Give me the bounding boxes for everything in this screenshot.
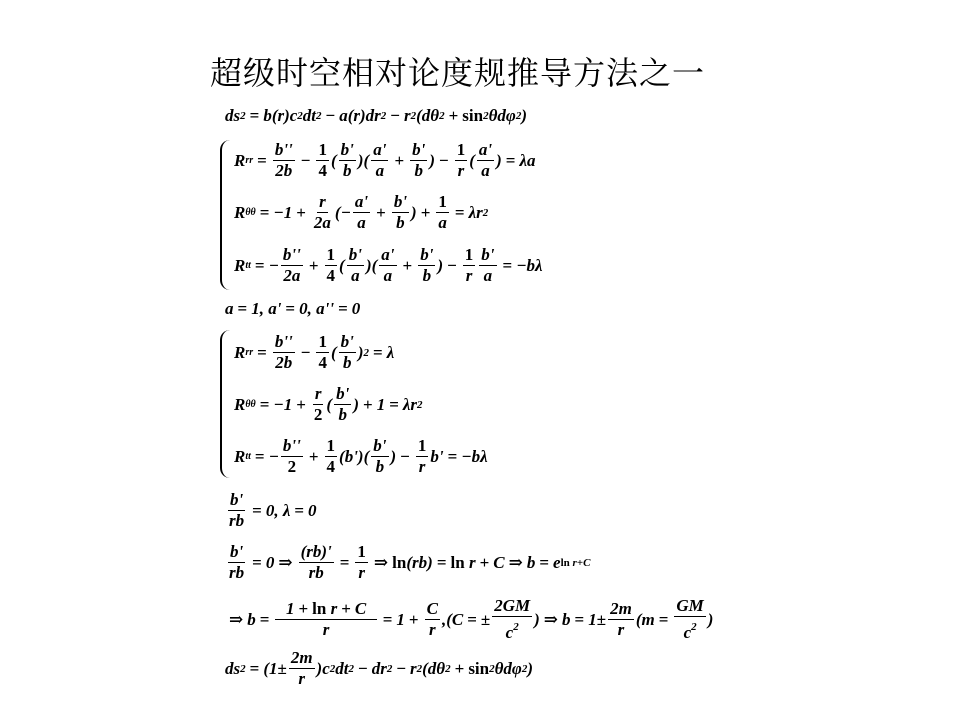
metric-general: ds 2 = b(r)c 2 dt 2 − a(r)dr 2 − r 2 (dθ 2 + sin 2 θdφ 2 ) <box>225 106 528 125</box>
result2: $\frac{b'}{rb}$ = 0 ⇒ $\frac{(rb)'}{rb}$ = $\frac{1}{r}$ ⇒ ln (rb) = ln r + C ⇒ b = e ln r+C <box>229 542 591 582</box>
result3: ⇒ b = $\frac{\text{1 + ln r + C}}{r}$ = 1 + $\frac{C}{r}$ ,(C = ± $\frac{2GM}{c^2}$ ) ⇒ b = 1± $\frac{2m}{r}$ (m = $\frac{GM}{c^2}$ ) <box>229 596 714 642</box>
system2-rr: R rr = $\frac{b''}{2b}$ − $\frac{1}{4}$ ( $\frac{b'}{b}$ ) 2 = λ <box>234 332 395 372</box>
result1: $\frac{b'}{rb}$ = 0, λ = 0 <box>229 490 317 530</box>
system1-tt: R tt = − $\frac{b''}{2a}$ + $\frac{1}{4}$ ( $\frac{b'}{a}$ )( $\frac{a'}{a}$ + $\frac{b'}{b}$ ) − $\frac{1}{r}$ $\frac{b'}{a}$ = −bλ <box>234 245 543 285</box>
system1-rr: R rr = $\frac{b''}{2b}$ − $\frac{1}{4}$ ( $\frac{b'}{b}$ )( $\frac{a'}{a}$ + $\frac{b'}{b}$ ) − $\frac{1}{r}$ ( $\frac{a'}{a}$ ) = λa <box>234 140 536 180</box>
system1-brace <box>220 140 230 290</box>
system2-tt: R tt = − $\frac{b''}{2}$ + $\frac{1}{4}$ (b')( $\frac{b'}{b}$ ) − $\frac{1}{r}$ b' = −bλ <box>234 436 488 476</box>
system1-thth: R θθ = −1 + $\frac{r}{2a}$ (− $\frac{a'}{a}$ + $\frac{b'}{b}$ ) + $\frac{1}{a}$ = λr 2 <box>234 192 489 232</box>
system2-thth: R θθ = −1 + $\frac{r}{2}$ ( $\frac{b'}{b}$ ) + 1 = λr 2 <box>234 384 423 424</box>
page-title: 超级时空相对论度规推导方法之一 <box>210 54 706 92</box>
system2-brace <box>220 330 230 478</box>
conditions: a = 1, a' = 0, a'' = 0 <box>225 299 361 318</box>
metric-final: ds 2 = (1± $\frac{2m}{r}$ )c 2 dt 2 − dr 2 − r 2 (dθ 2 + sin 2 θdφ 2 ) <box>225 648 534 688</box>
